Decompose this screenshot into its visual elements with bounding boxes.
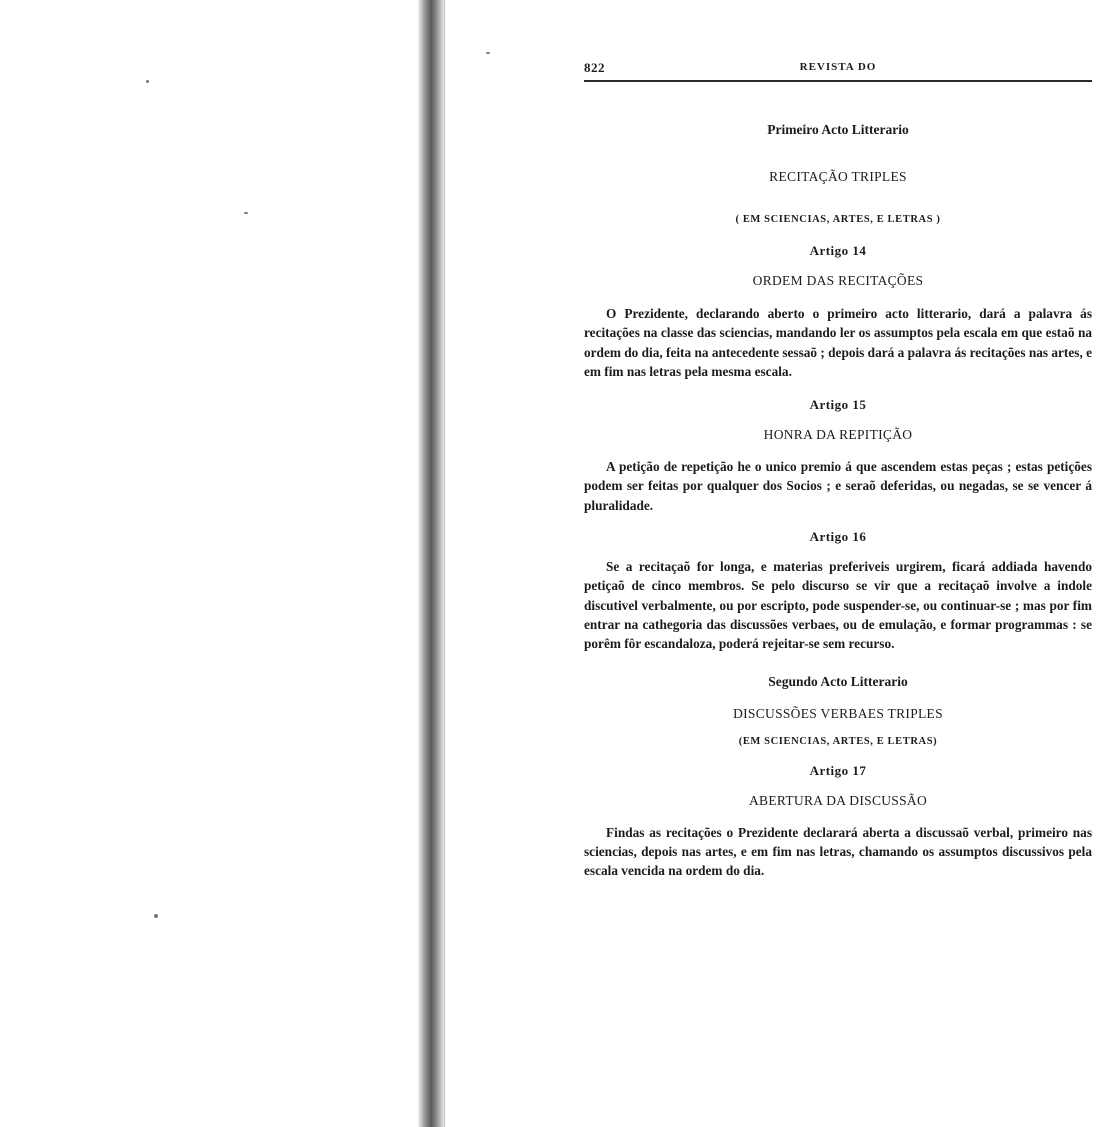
page-number: 822 (584, 60, 605, 75)
scan-speck (244, 212, 248, 214)
article-title: HONRA DA REPITIÇÃO (763, 427, 913, 443)
right-page (584, 56, 1092, 880)
act-title: Segundo Acto Litterario (768, 673, 908, 689)
section-scope: ( EM SCIENCIAS, ARTES, E LETRAS ) (735, 214, 941, 225)
article-title: ORDEM DAS RECITAÇÕES (752, 273, 924, 288)
article-paragraph: Findas as recitações o Prezidente declarará aberta a discussaõ verbal, primeiro nas sciencias, depois nas artes, e em fim nas letras, chamando os assumptos discussivos pela escala vencida na ordem do dia. (584, 824, 1092, 879)
gutter-edge (444, 0, 445, 1127)
header-rule (584, 80, 1092, 82)
article-paragraph: A petição de repetição he o unico premio á que ascendem estas peças ; estas petições podem ser feitas por qualquer dos Socios ; e seraõ deferidas, ou negadas, se se vencer á pluralidade. (584, 459, 1092, 513)
article-heading: Artigo 14 (809, 243, 867, 258)
article-heading: Artigo 15 (809, 397, 867, 413)
article-heading: Artigo 17 (809, 762, 867, 778)
section-scope: (EM SCIENCIAS, ARTES, E LETRAS) (738, 735, 938, 747)
running-head (584, 56, 1092, 78)
article-paragraph: O Prezidente, declarando aberto o primeiro acto litterario, dará a palavra ás recitações na classe das sciencias, mandando ler os assumptos pela escala em que estaõ na ordem do dia, feita na antecedente sessaõ ; depois dará a palavra ás recitações nas artes, e em fim nas letras pela mesma escala. (584, 306, 1092, 379)
article-heading: Artigo 16 (809, 529, 867, 545)
scan-speck (154, 914, 158, 918)
article-paragraph: Se a recitaçaõ for longa, e materias preferiveis urgirem, ficará addiada havendo petiçaõ de cinco membros. Se pelo discurso se vir que a recitaçaõ involve a indole discutivel verbalmente, ou por escripto, pode suspender-se, ou continuar-se ; mas por fim entrar na cathegoria das discussões verbaes, ou de emulação, e formar programmas : se porêm fôr escandaloza, poderá rejeitar-se sem recurso. (584, 559, 1092, 652)
article-title: ABERTURA DA DISCUSSÃO (748, 792, 928, 808)
scan-speck (146, 80, 149, 83)
section-title: RECITAÇÃO TRIPLES (769, 169, 907, 184)
act-title: Primeiro Acto Litterario (767, 122, 909, 137)
scan-speck (486, 52, 490, 54)
section-title: DISCUSSÕES VERBAES TRIPLES (733, 705, 943, 721)
running-title: REVISTA DO (799, 61, 877, 73)
book-gutter (418, 0, 444, 1127)
